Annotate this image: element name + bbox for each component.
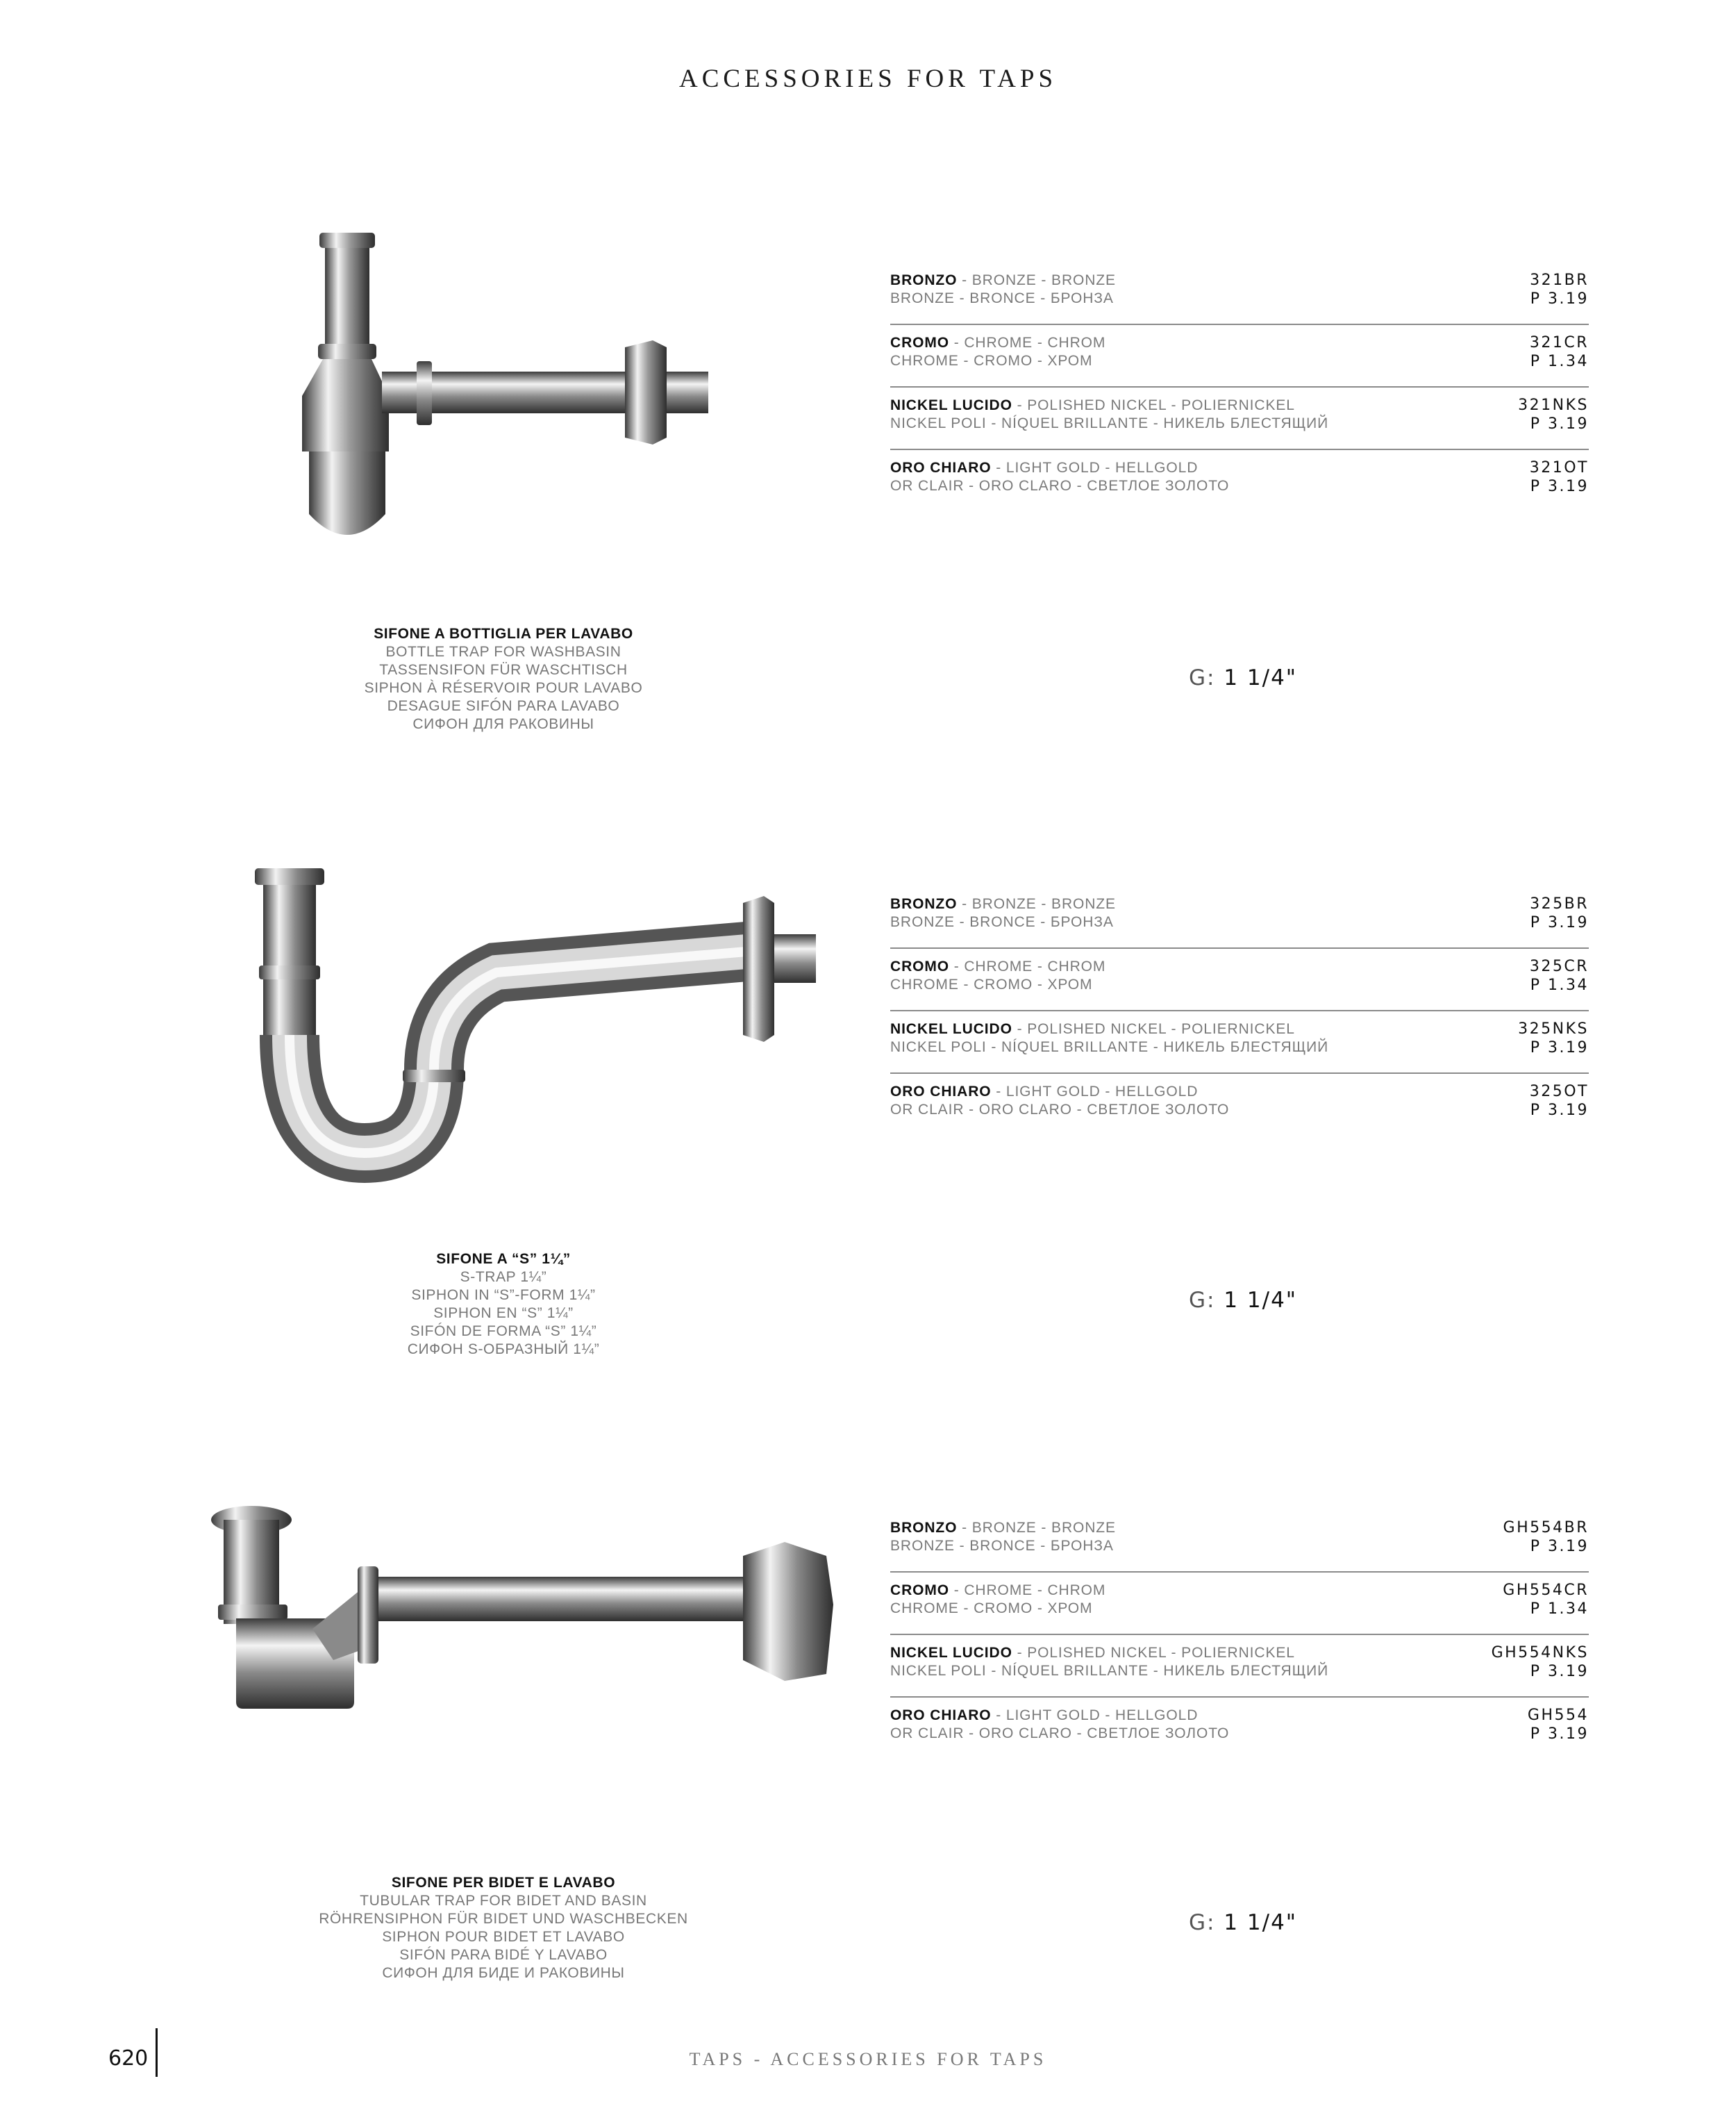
finish-name: NICKEL LUCIDO [890,1645,1012,1661]
article-code: GH554NKS [1491,1644,1589,1661]
caption-line: SIPHON IN “S”-FORM 1¼” [411,1287,596,1303]
product-bottle-trap [0,208,1736,834]
finish-row [890,326,1589,388]
finish-row [890,1636,1589,1698]
page-number: 620 [108,2046,149,2071]
price-group: P 1.34 [1530,1600,1589,1618]
caption-line: S-TRAP 1¼” [460,1269,547,1285]
price-group: P 1.34 [1530,353,1589,370]
page-footer: TAPS - ACCESSORIES FOR TAPS [689,2049,1047,2069]
finish-translations: - LIGHT GOLD - HELLGOLD [991,1707,1199,1723]
finish-translations: - LIGHT GOLD - HELLGOLD [991,1084,1199,1100]
finish-list [890,888,1589,1136]
caption-line: DESAGUE SIFÓN PARA LAVABO [387,698,620,714]
finish-translations-2: CHROME - CROMO - ХРОМ [890,1600,1093,1616]
finish-translations: - CHROME - CHROM [949,959,1106,975]
finish-translations-2: BRONZE - BRONCE - БРОНЗА [890,290,1114,306]
article-code: 325BR [1530,895,1589,913]
finish-translations-2: BRONZE - BRONCE - БРОНЗА [890,1538,1114,1554]
caption-line: СИФОН S-ОБРАЗНЫЙ 1¼” [407,1341,600,1357]
price-group: P 3.19 [1530,1102,1589,1119]
finish-translations-2: OR CLAIR - ORO CLARO - СВЕТЛОЕ ЗОЛОТО [890,1725,1230,1741]
finish-translations: - CHROME - CHROM [949,1582,1106,1598]
article-code: 325OT [1529,1083,1589,1100]
product-s-trap [0,834,1736,1459]
finish-name: NICKEL LUCIDO [890,1021,1012,1037]
caption-line: TASSENSIFON FÜR WASCHTISCH [379,662,628,678]
caption-title: SIFONE A “S” 1¼” [436,1251,571,1267]
caption-line: СИФОН ДЛЯ БИДЕ И РАКОВИНЫ [382,1965,625,1981]
finish-name: ORO CHIARO [890,1707,992,1723]
article-code: 321BR [1530,272,1589,289]
caption-line: RÖHRENSIPHON FÜR BIDET UND WASCHBECKEN [319,1911,688,1927]
finish-row [890,1013,1589,1074]
connection-value: 1 1/4" [1224,1910,1298,1935]
price-group: P 3.19 [1530,1538,1589,1555]
connection-size [1189,1910,1297,1935]
finish-translations-2: NICKEL POLI - NÍQUEL BRILLANTE - НИКЕЛЬ БЛЕСТЯЩИЙ [890,415,1329,431]
product-caption [306,1874,701,1982]
finish-row [890,1511,1589,1573]
product-caption [306,625,701,733]
finish-name: BRONZO [890,272,958,288]
finish-translations: - BRONZE - BRONZE [957,896,1116,912]
price-group: P 3.19 [1530,415,1589,433]
caption-line: SIFÓN PARA BIDÉ Y LAVABO [399,1947,608,1963]
finish-row [890,1075,1589,1135]
finish-translations: - POLISHED NICKEL - POLIERNICKEL [1012,397,1295,413]
price-group: P 3.19 [1530,914,1589,931]
price-group: P 3.19 [1530,290,1589,308]
finish-translations-2: NICKEL POLI - NÍQUEL BRILLANTE - НИКЕЛЬ БЛЕСТЯЩИЙ [890,1039,1329,1055]
connection-size [1189,665,1297,690]
price-group: P 3.19 [1530,1725,1589,1743]
finish-name: BRONZO [890,1520,958,1536]
caption-title: SIFONE A BOTTIGLIA PER LAVABO [374,626,633,642]
article-code: 321OT [1529,459,1589,476]
caption-line: SIPHON EN “S” 1¼” [433,1305,574,1321]
page-title: ACCESSORIES FOR TAPS [678,65,1058,93]
article-code: GH554BR [1503,1519,1589,1536]
connection-label: G: [1189,665,1216,690]
finish-name: ORO CHIARO [890,1084,992,1100]
finish-row [890,950,1589,1011]
price-group: P 1.34 [1530,977,1589,994]
article-code: 325CR [1529,958,1589,975]
finish-list [890,1511,1589,1760]
finish-translations: - LIGHT GOLD - HELLGOLD [991,460,1199,476]
price-group: P 3.19 [1530,478,1589,495]
finish-translations-2: OR CLAIR - ORO CLARO - СВЕТЛОЕ ЗОЛОТО [890,478,1230,494]
connection-size [1189,1288,1297,1313]
finish-name: CROMO [890,1582,949,1598]
finish-translations: - CHROME - CHROM [949,335,1106,351]
finish-row [890,264,1589,325]
article-code: 321CR [1529,334,1589,351]
connection-label: G: [1189,1910,1216,1935]
s-trap-image [247,861,830,1202]
article-code: 321NKS [1518,397,1589,414]
caption-line: SIPHON À RÉSERVOIR POUR LAVABO [364,680,643,696]
finish-row [890,1699,1589,1759]
finish-translations-2: OR CLAIR - ORO CLARO - СВЕТЛОЕ ЗОЛОТО [890,1102,1230,1118]
caption-line: SIFÓN DE FORMA “S” 1¼” [410,1323,597,1339]
finish-row [890,389,1589,450]
product-caption [306,1250,701,1359]
caption-line: SIPHON POUR BIDET ET LAVABO [382,1929,625,1945]
finish-translations-2: CHROME - CROMO - ХРОМ [890,353,1093,369]
tubular-trap-image [208,1500,847,1778]
caption-line: BOTTLE TRAP FOR WASHBASIN [385,644,621,660]
finish-row [890,451,1589,511]
finish-name: NICKEL LUCIDO [890,397,1012,413]
finish-translations-2: BRONZE - BRONCE - БРОНЗА [890,914,1114,930]
finish-translations: - POLISHED NICKEL - POLIERNICKEL [1012,1021,1295,1037]
price-group: P 3.19 [1530,1663,1589,1680]
finish-name: CROMO [890,959,949,975]
finish-row [890,1574,1589,1635]
finish-name: ORO CHIARO [890,460,992,476]
finish-translations: - BRONZE - BRONZE [957,1520,1116,1536]
finish-list [890,264,1589,513]
price-group: P 3.19 [1530,1039,1589,1056]
finish-translations-2: NICKEL POLI - NÍQUEL BRILLANTE - НИКЕЛЬ БЛЕСТЯЩИЙ [890,1663,1329,1679]
finish-row [890,888,1589,949]
article-code: GH554 [1527,1707,1589,1724]
finish-translations-2: CHROME - CROMO - ХРОМ [890,977,1093,993]
article-code: GH554CR [1503,1582,1589,1599]
finish-name: BRONZO [890,896,958,912]
connection-label: G: [1189,1288,1216,1313]
caption-line: TUBULAR TRAP FOR BIDET AND BASIN [360,1893,647,1909]
article-code: 325NKS [1518,1020,1589,1038]
caption-title: SIFONE PER BIDET E LAVABO [391,1875,616,1891]
bottle-trap-image [292,222,743,549]
connection-value: 1 1/4" [1224,1288,1298,1313]
finish-translations: - BRONZE - BRONZE [957,272,1116,288]
connection-value: 1 1/4" [1224,665,1298,690]
caption-line: СИФОН ДЛЯ РАКОВИНЫ [412,716,594,732]
finish-translations: - POLISHED NICKEL - POLIERNICKEL [1012,1645,1295,1661]
product-tubular-trap [0,1459,1736,2084]
finish-name: CROMO [890,335,949,351]
